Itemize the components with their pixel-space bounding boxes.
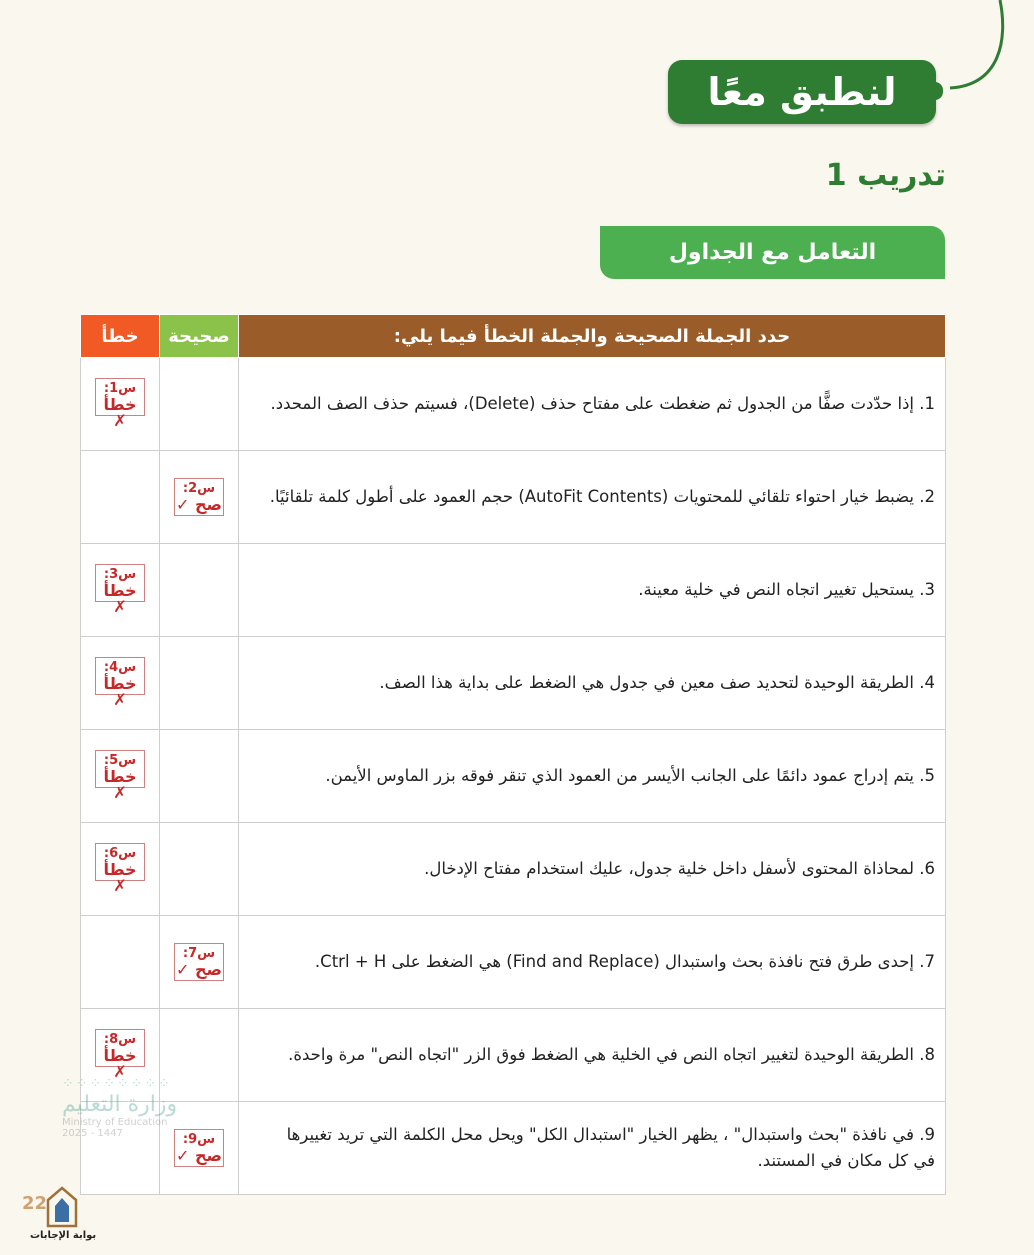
question-text: 3. يستحيل تغيير اتجاه النص في خلية معينة. bbox=[239, 544, 946, 637]
question-text: 7. إحدى طرق فتح نافذة بحث واستبدال (Find and Replace) هي الضغط على Ctrl + H. bbox=[239, 916, 946, 1009]
answer-label: س3: bbox=[103, 567, 137, 582]
answer-label: س6: bbox=[103, 846, 137, 861]
correct-cell bbox=[160, 637, 239, 730]
answer-label: س7: bbox=[182, 946, 216, 961]
answer-mark: خطأ ✗ bbox=[103, 767, 137, 802]
header-question: حدد الجملة الصحيحة والجملة الخطأ فيما يلي: bbox=[239, 315, 946, 358]
exercise-title: تدريب 1 bbox=[825, 158, 946, 193]
watermark-year: 2025 - 1447 bbox=[62, 1128, 123, 1139]
answer-stamp bbox=[95, 750, 145, 802]
table-row bbox=[81, 358, 946, 451]
watermark-logo-dots: ⁘⁘⁘⁘⁘⁘⁘⁘ bbox=[62, 1076, 172, 1092]
answer-stamp bbox=[95, 378, 145, 430]
correct-cell bbox=[160, 730, 239, 823]
questions-table bbox=[80, 314, 946, 1195]
table-row bbox=[81, 730, 946, 823]
wrong-cell bbox=[81, 916, 160, 1009]
correct-cell bbox=[160, 823, 239, 916]
answer-label: س9: bbox=[182, 1132, 216, 1147]
wrong-cell bbox=[81, 730, 160, 823]
table-row bbox=[81, 544, 946, 637]
question-text: 9. في نافذة "بحث واستبدال" ، يظهر الخيار "استبدال الكل" ويحل محل الكلمة التي تريد تغييرها في كل مكان في المستند. bbox=[239, 1102, 946, 1195]
question-text: 5. يتم إدراج عمود دائمًا على الجانب الأيسر من العمود الذي تنقر فوقه بزر الماوس الأيمن. bbox=[239, 730, 946, 823]
site-logo-icon bbox=[42, 1186, 82, 1230]
answer-mark: خطأ ✗ bbox=[103, 674, 137, 709]
ministry-watermark bbox=[62, 1076, 212, 1139]
answer-stamp bbox=[95, 1029, 145, 1081]
answer-stamp bbox=[95, 657, 145, 709]
answer-label: س1: bbox=[103, 381, 137, 396]
answer-label: س2: bbox=[182, 481, 216, 496]
answer-stamp bbox=[95, 843, 145, 895]
question-text: 2. يضبط خيار احتواء تلقائي للمحتويات (AutoFit Contents) حجم العمود على أطول كلمة تلقائيًا. bbox=[239, 451, 946, 544]
answer-mark: خطأ ✗ bbox=[103, 860, 137, 895]
banner-text: لنطبق معًا bbox=[707, 70, 897, 114]
wrong-cell bbox=[81, 637, 160, 730]
header-wrong: خطأ bbox=[81, 315, 160, 358]
answer-stamp bbox=[95, 564, 145, 616]
answer-label: س4: bbox=[103, 660, 137, 675]
table-header-row bbox=[81, 315, 946, 358]
correct-cell bbox=[160, 916, 239, 1009]
table-row bbox=[81, 451, 946, 544]
correct-cell bbox=[160, 544, 239, 637]
watermark-arabic: وزارة التعليم bbox=[62, 1092, 178, 1117]
correct-cell bbox=[160, 358, 239, 451]
question-text: 6. لمحاذاة المحتوى لأسفل داخل خلية جدول، عليك استخدام مفتاح الإدخال. bbox=[239, 823, 946, 916]
answer-stamp bbox=[174, 943, 224, 981]
answer-mark: صح ✓ bbox=[176, 1146, 222, 1165]
answer-label: س8: bbox=[103, 1032, 137, 1047]
logo-text: بوابة الإجابات bbox=[30, 1230, 97, 1241]
watermark-english: Ministry of Education bbox=[62, 1117, 168, 1128]
answer-stamp bbox=[174, 478, 224, 516]
correct-cell bbox=[160, 451, 239, 544]
table-row bbox=[81, 916, 946, 1009]
wrong-cell bbox=[81, 544, 160, 637]
answer-mark: خطأ ✗ bbox=[103, 581, 137, 616]
wrong-cell bbox=[81, 823, 160, 916]
question-text: 8. الطريقة الوحيدة لتغيير اتجاه النص في الخلية هي الضغط فوق الزر "اتجاه النص" مرة واحدة. bbox=[239, 1009, 946, 1102]
section-heading bbox=[600, 226, 945, 279]
header-correct: صحيحة bbox=[160, 315, 239, 358]
table-row bbox=[81, 823, 946, 916]
wrong-cell bbox=[81, 451, 160, 544]
page-number: 22 bbox=[22, 1193, 48, 1214]
answer-mark: صح ✓ bbox=[176, 495, 222, 514]
wrong-cell bbox=[81, 358, 160, 451]
answer-mark: خطأ ✗ bbox=[103, 1046, 137, 1081]
table-row bbox=[81, 637, 946, 730]
answer-mark: خطأ ✗ bbox=[103, 395, 137, 430]
question-text: 1. إذا حدّدت صفًّا من الجدول ثم ضغطت على مفتاح حذف (Delete)، فسيتم حذف الصف المحدد. bbox=[239, 358, 946, 451]
section-heading-text: التعامل مع الجداول bbox=[668, 240, 877, 265]
lesson-banner bbox=[668, 60, 936, 124]
question-text: 4. الطريقة الوحيدة لتحديد صف معين في جدول هي الضغط على بداية هذا الصف. bbox=[239, 637, 946, 730]
answer-label: س5: bbox=[103, 753, 137, 768]
answer-mark: صح ✓ bbox=[176, 960, 222, 979]
